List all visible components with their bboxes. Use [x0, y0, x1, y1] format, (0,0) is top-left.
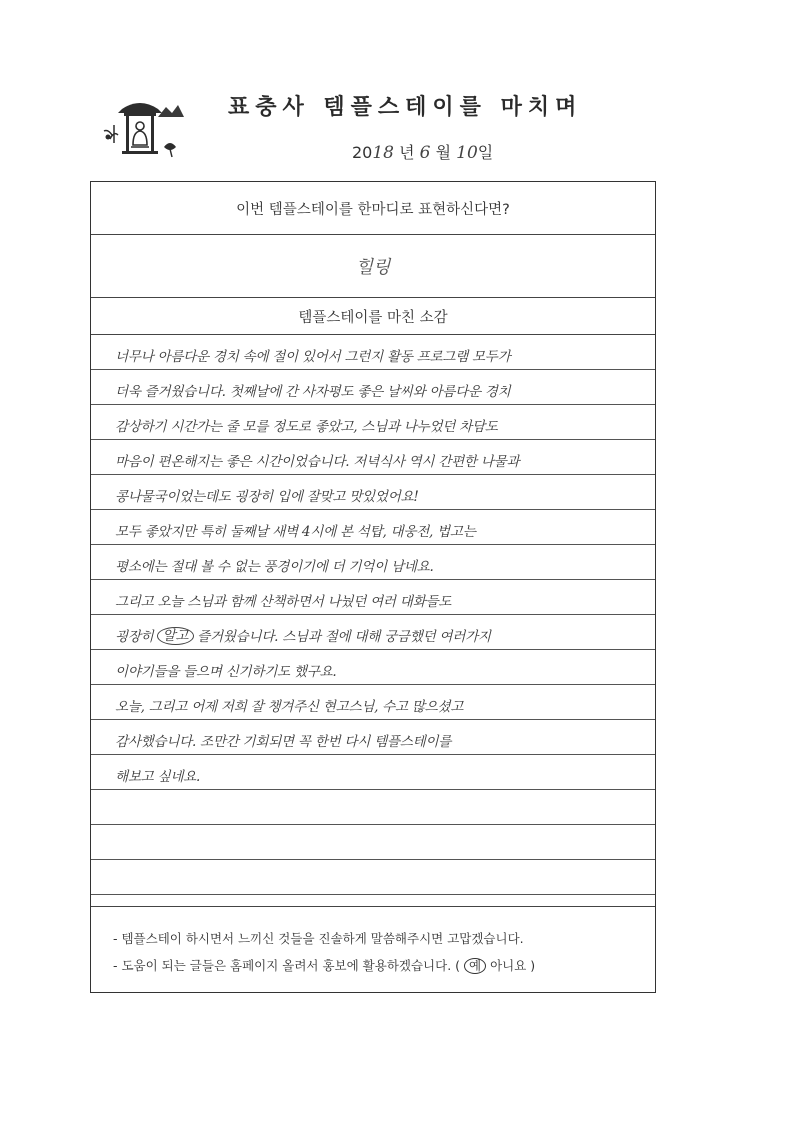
- month-label: 월: [435, 143, 452, 162]
- month-handwritten: 6: [419, 143, 431, 163]
- page-header: [0, 0, 793, 180]
- handwritten-line: 그리고 오늘 스님과 함께 산책하면서 나눴던 여러 대화들도: [91, 580, 655, 615]
- day-handwritten: 10: [456, 143, 478, 163]
- handwritten-line: [91, 860, 655, 895]
- handwritten-line: 더욱 즐거웠습니다. 첫째날에 간 사자평도 좋은 날씨와 아름다운 경치: [91, 370, 655, 405]
- year-prefix: 20: [352, 143, 373, 162]
- question-two: 템플스테이를 마친 소감: [91, 298, 655, 335]
- footer-note-two-text: - 도움이 되는 글들은 홈페이지 올려서 홍보에 활용하겠습니다. (: [113, 958, 461, 973]
- footer-note-two: [113, 956, 655, 974]
- handwritten-line: 이야기들을 들으며 신기하기도 했구요.: [91, 650, 655, 685]
- day-label: 일: [477, 143, 494, 162]
- circled-word: 알고: [157, 627, 195, 645]
- handwritten-line: 감사했습니다. 조만간 기회되면 꼭 한번 다시 템플스테이를: [91, 720, 655, 755]
- answer-one: 힐링: [91, 235, 655, 298]
- handwritten-line: [91, 615, 655, 650]
- handwritten-line: 마음이 편온해지는 좋은 시간이었습니다. 저녁식사 역시 간편한 나물과: [91, 440, 655, 475]
- handwritten-line: [91, 790, 655, 825]
- date-line: [352, 140, 493, 163]
- writing-lines: [91, 335, 655, 895]
- page-title: 표충사 템플스테이를 마치며: [228, 94, 583, 120]
- handwritten-line: [91, 825, 655, 860]
- line-text: 즐거웠습니다. 스님과 절에 대해 궁금했던 여러가지: [197, 629, 491, 645]
- form-footer: [91, 906, 655, 992]
- handwritten-line: 콩나물국이었는데도 굉장히 입에 잘맞고 맛있었어요!: [91, 475, 655, 510]
- handwritten-line: 감상하기 시간가는 줄 모를 정도로 좋았고, 스님과 나누었던 차담도: [91, 405, 655, 440]
- year-handwritten: 18: [372, 143, 394, 163]
- consent-yes-circled: 예: [464, 958, 486, 974]
- consent-no: 아니요 ): [490, 958, 536, 973]
- temple-buddha-logo-icon: [100, 95, 186, 161]
- question-one: 이번 템플스테이를 한마디로 표현하신다면?: [91, 182, 655, 235]
- handwritten-line: 모두 좋았지만 특히 둘째날 새벽 4시에 본 석탑, 대웅전, 법고는: [91, 510, 655, 545]
- handwritten-line: 평소에는 절대 볼 수 없는 풍경이기에 더 기억이 남네요.: [91, 545, 655, 580]
- year-label: 년: [399, 143, 415, 162]
- handwritten-line: 해보고 싶네요.: [91, 755, 655, 790]
- handwritten-line: 오늘, 그리고 어제 저희 잘 챙겨주신 현고스님, 수고 많으셨고: [91, 685, 655, 720]
- handwritten-line: 너무나 아름다운 경치 속에 절이 있어서 그런지 활동 프로그램 모두가: [91, 335, 655, 370]
- feedback-form: [90, 181, 656, 993]
- footer-note-one: - 템플스테이 하시면서 느끼신 것들을 진솔하게 말씀해주시면 고맙겠습니다.: [113, 931, 524, 946]
- line-text: 굉장히: [115, 629, 154, 645]
